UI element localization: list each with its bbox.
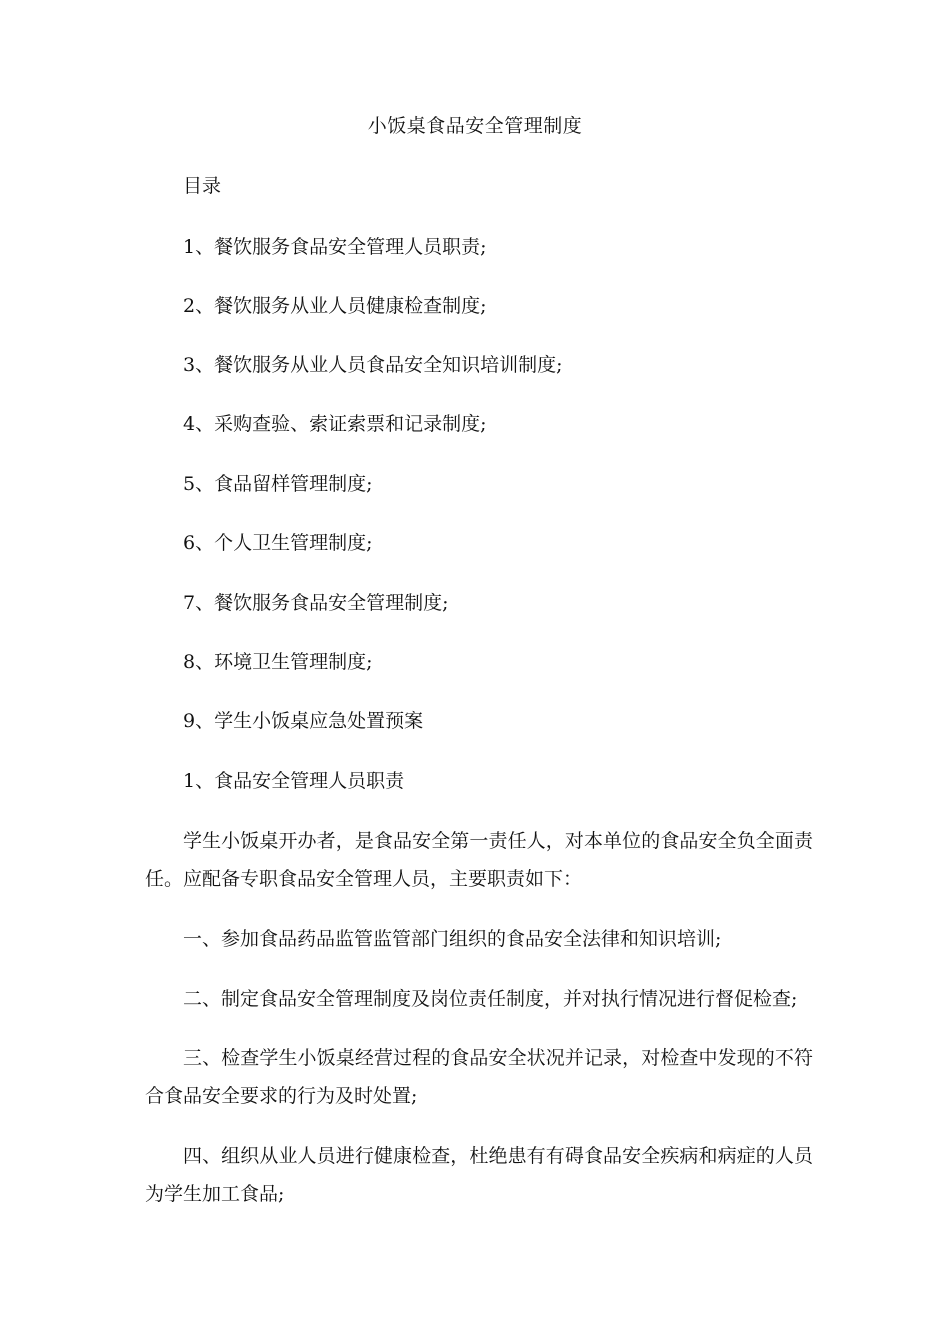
- toc-item: 8、环境卫生管理制度;: [183, 651, 373, 673]
- toc-item: 1、餐饮服务食品安全管理人员职责;: [183, 236, 487, 258]
- document-title: 小饭桌食品安全管理制度: [367, 115, 583, 137]
- body-paragraph: 一、参加食品药品监管监管部门组织的食品安全法律和知识培训;: [183, 928, 722, 950]
- toc-item: 3、餐饮服务从业人员食品安全知识培训制度;: [183, 354, 563, 376]
- section-heading: 1、食品安全管理人员职责: [183, 770, 405, 792]
- toc-item: 4、采购查验、索证索票和记录制度;: [183, 413, 487, 435]
- body-paragraph: 二、制定食品安全管理制度及岗位责任制度，并对执行情况进行督促检查;: [183, 988, 798, 1010]
- body-paragraph: 学生小饭桌开办者，是食品安全第一责任人，对本单位的食品安全负全面责任。应配备专职食品安全管理人员，主要职责如下：: [145, 830, 813, 890]
- toc-item: 6、个人卫生管理制度;: [183, 532, 373, 554]
- toc-item: 5、食品留样管理制度;: [183, 473, 373, 495]
- toc-item: 7、餐饮服务食品安全管理制度;: [183, 592, 449, 614]
- body-paragraph: 三、检查学生小饭桌经营过程的食品安全状况并记录，对检查中发现的不符合食品安全要求的行为及时处置;: [145, 1047, 813, 1107]
- toc-heading: 目录: [183, 175, 222, 197]
- toc-item: 9、学生小饭桌应急处置预案: [183, 710, 424, 732]
- body-paragraph: 四、组织从业人员进行健康检查，杜绝患有有碍食品安全疾病和病症的人员为学生加工食品;: [145, 1145, 813, 1205]
- toc-item: 2、餐饮服务从业人员健康检查制度;: [183, 295, 487, 317]
